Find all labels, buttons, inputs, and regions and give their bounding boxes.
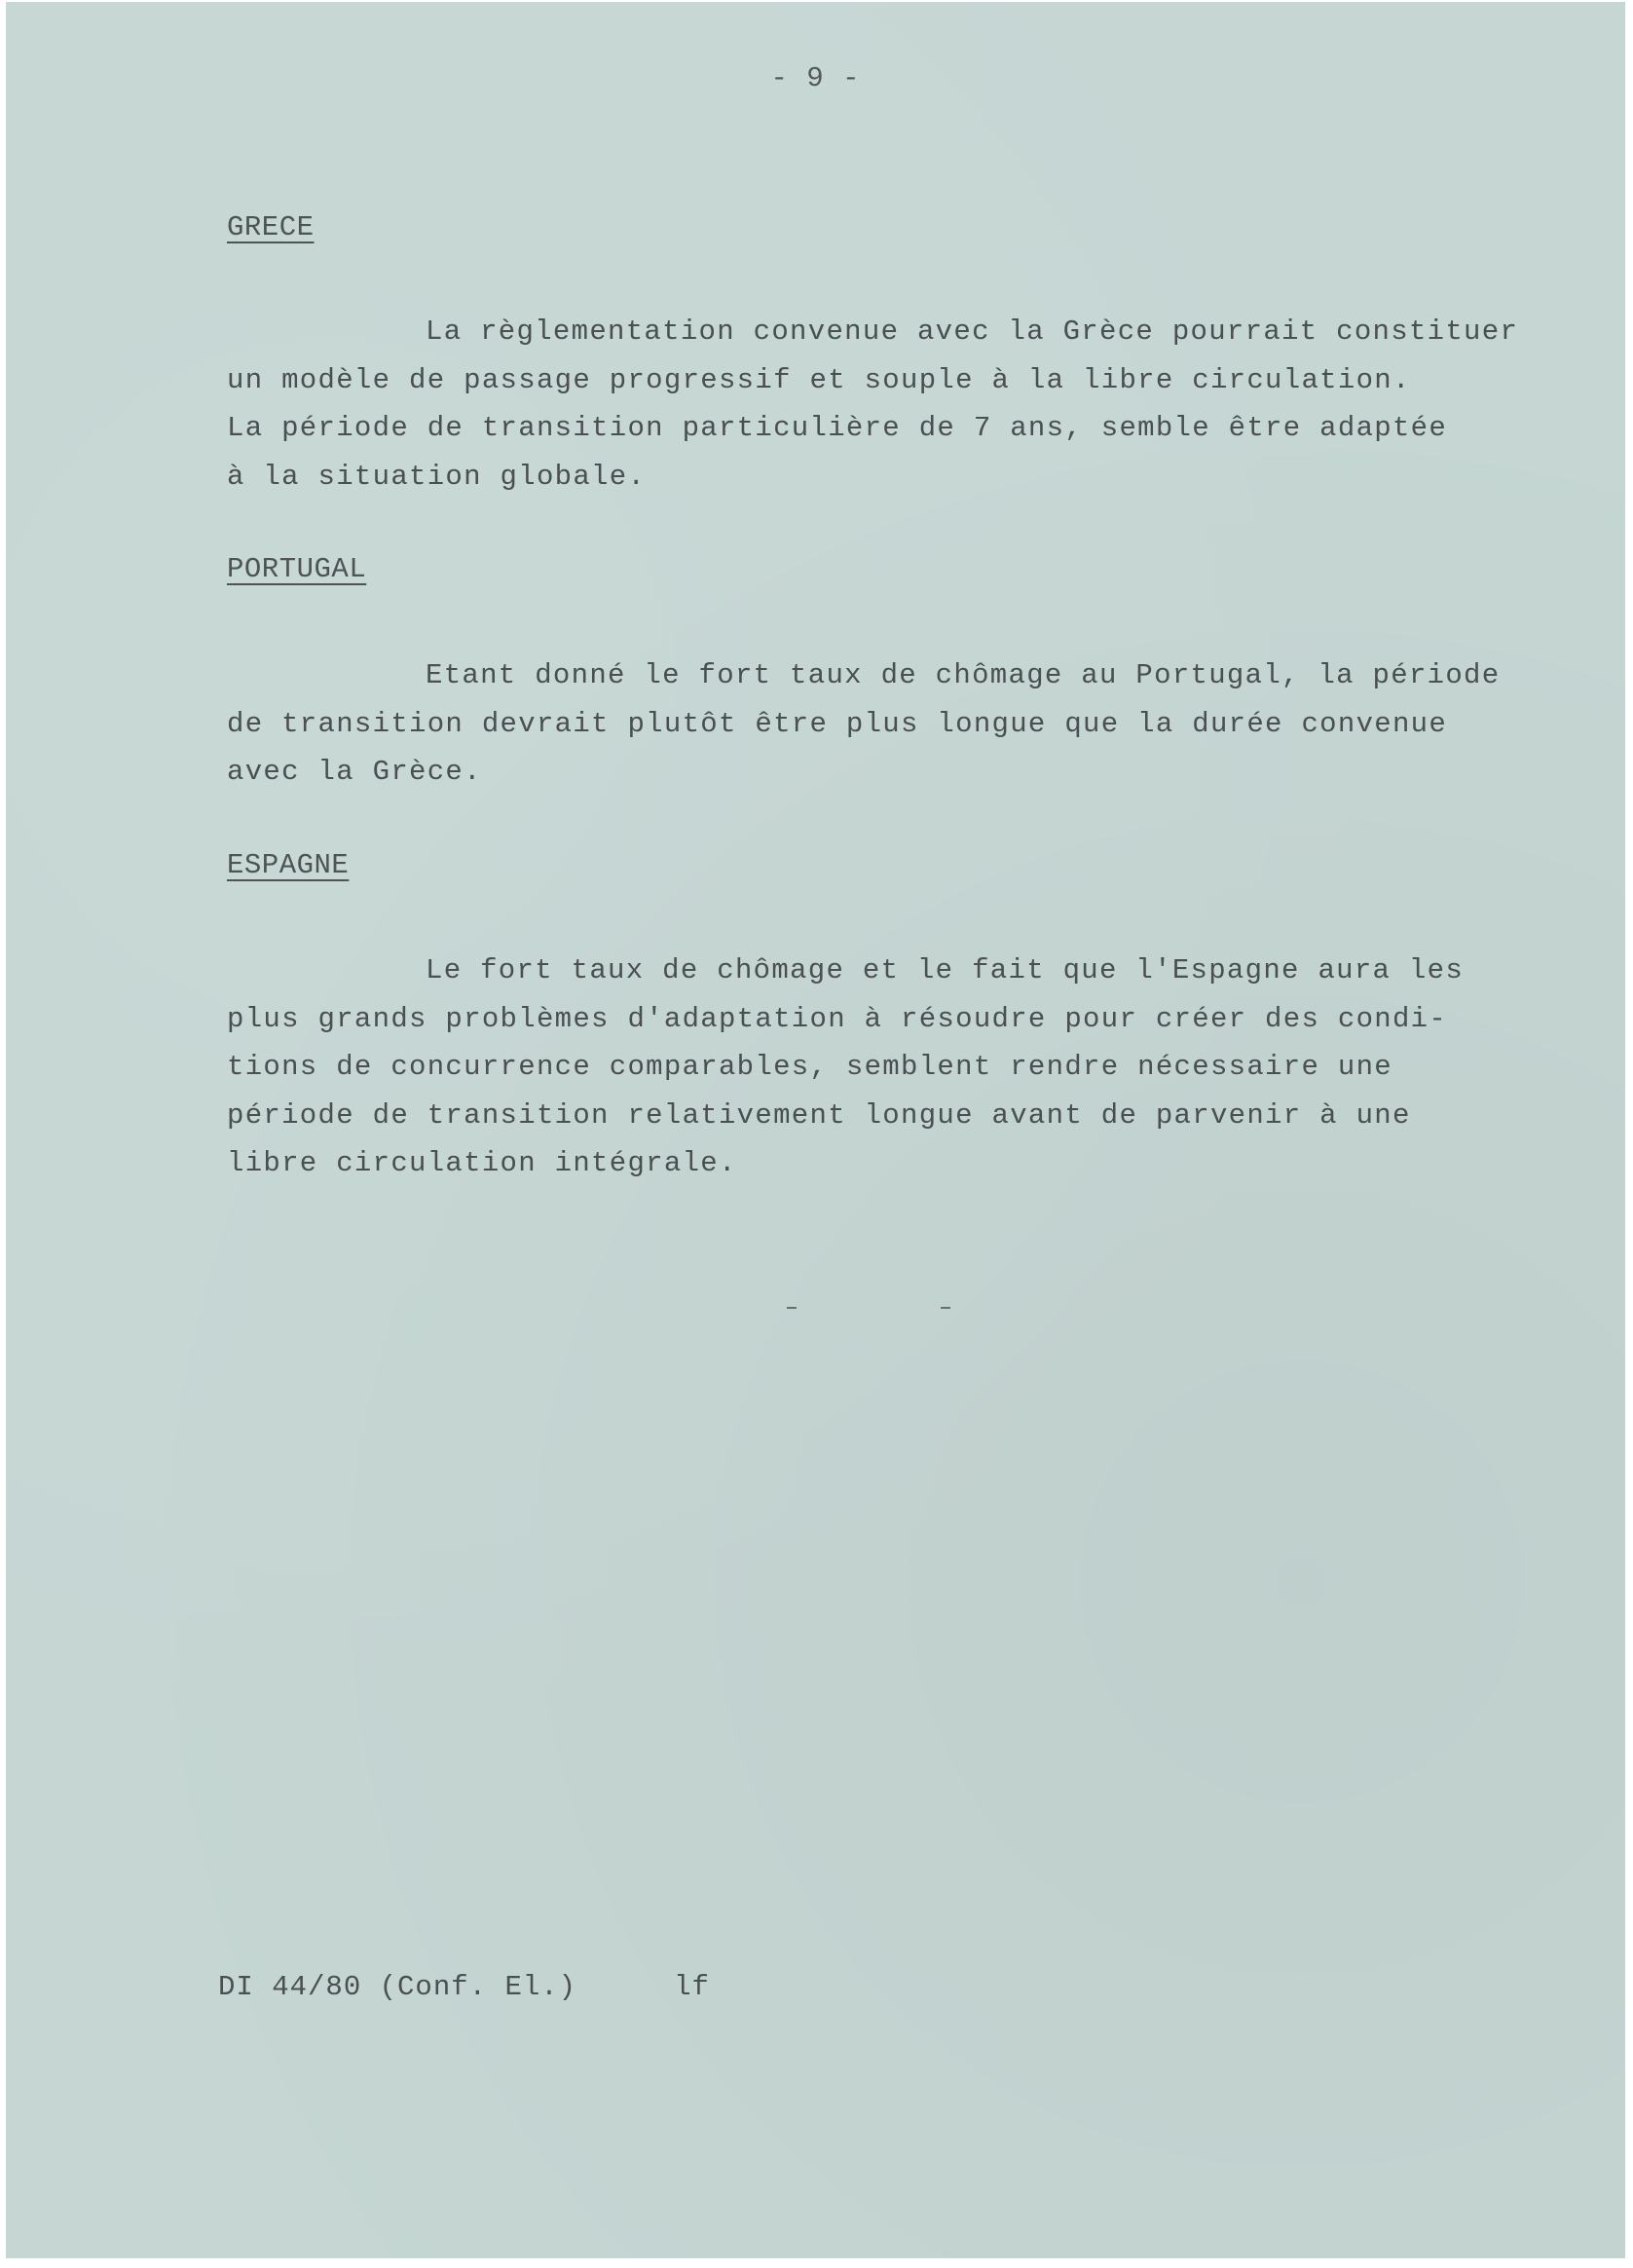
paragraph-line: avec la Grèce. [227,756,482,788]
end-mark-left [787,1307,797,1309]
section-heading-grece: GRECE [227,211,315,243]
section-paragraph-espagne [227,947,1610,1188]
paragraph-line: à la situation globale. [227,460,647,493]
end-mark-right [941,1307,950,1309]
section-heading-espagne: ESPAGNE [227,849,350,881]
paragraph-line: période de transition relativement longue avant de parvenir à une [227,1098,1411,1132]
typist-initials: lf [674,1971,710,2003]
section-heading-portugal: PORTUGAL [227,553,367,585]
paragraph-line: libre circulation intégrale. [227,1147,737,1179]
document-page [6,2,1625,2258]
section-paragraph-portugal [227,651,1610,797]
paragraph-line: de transition devrait plutôt être plus longue que la durée convenue [227,707,1448,740]
paragraph-line: un modèle de passage progressif et souple à la libre circulation. [227,363,1411,396]
paragraph-line: La période de transition particulière de 7 ans, semble être adaptée [227,412,1448,444]
section-paragraph-grece [227,308,1610,501]
paragraph-line: Etant donné le fort taux de chômage au Portugal, la période [426,659,1501,691]
page-number: - 9 - [770,62,861,94]
paragraph-line: La règlementation convenue avec la Grèce pourrait constituer [426,316,1519,348]
paragraph-line: plus grands problèmes d'adaptation à résoudre pour créer des condi- [227,1002,1448,1035]
footer-reference [218,1971,710,2003]
document-reference: DI 44/80 (Conf. El.) [218,1971,577,2003]
paragraph-line: Le fort taux de chômage et le fait que l'Espagne aura les [426,954,1465,986]
paragraph-line: tions de concurrence comparables, semblent rendre nécessaire une [227,1051,1392,1083]
